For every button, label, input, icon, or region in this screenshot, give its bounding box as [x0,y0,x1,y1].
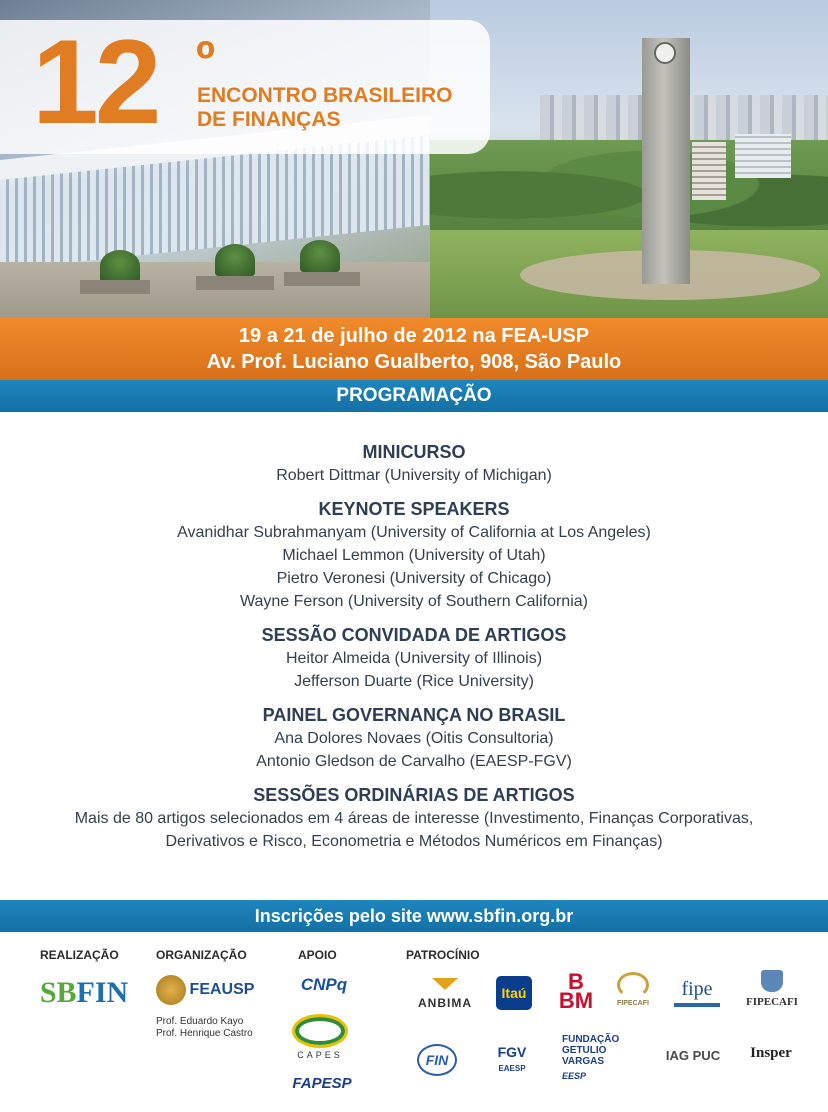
planter [196,276,274,290]
sbfin-logo [38,972,130,1014]
organizer-name: Prof. Henrique Castro [156,1028,253,1039]
itau-text: Itaú [501,985,527,1001]
planter [284,272,360,286]
plant-icon [300,240,340,272]
program-list [0,440,828,863]
section-line: Pietro Veronesi (University of Chicago) [276,570,552,587]
feausp-logo [150,972,260,1008]
iag-puc-text: IAG PUC [665,1047,721,1063]
anbima-mark-icon [432,978,458,990]
edition-ordinal: º [196,31,215,89]
fapesp-text: FAPESP [292,1074,352,1092]
building-icon [692,142,726,200]
event-address: Av. Prof. Luciano Gualberto, 908, São Paulo [206,351,622,373]
organizacao-label: ORGANIZAÇÃO [156,948,247,962]
plant-icon [100,250,140,282]
capes-text: CAPES [297,1050,343,1060]
section-line: Mais de 80 artigos selecionados em 4 áreas de interesse (Investimento, Finanças Corporativas, [74,810,754,827]
organizer-name: Prof. Eduardo Kayo [156,1016,244,1027]
edition-number: 12 [32,15,158,149]
bbm-logo [556,970,596,1012]
program-section-minicurso [0,440,828,487]
fipe-logo [672,972,722,1012]
globe-icon [617,972,649,998]
fapesp-logo [280,1072,364,1094]
insper-text: Insper [750,1044,792,1061]
fipe-bar [674,1003,720,1007]
fgv-foundation-text: FUNDAÇÃO GETULIO VARGAS [562,1033,620,1067]
program-section-ordinary [0,783,828,853]
bbm-text-bottom: BM [558,988,594,1013]
fin-mark-icon [417,1044,457,1076]
eesp-text: EESP [562,1070,587,1081]
sbfin-logo-fin: FIN [76,976,129,1009]
hero-banner [0,0,828,318]
section-line: Derivativos e Risco, Econometria e Métodos Numéricos em Finanças) [165,833,663,850]
plant-icon [215,244,255,276]
section-line: Heitor Almeida (University of Illinois) [285,650,543,667]
fipecafi-logo [612,966,654,1012]
fgv-text: FGV [497,1043,527,1060]
program-section-invited [0,623,828,693]
fipecafi-text: FIPECAFI [617,999,649,1007]
sbfin-logo-sb: SB [39,976,77,1009]
insper-logo [736,1038,806,1068]
fipecafi-crest-text: FIPECAFI [746,996,798,1008]
section-line: Ana Dolores Novaes (Oitis Consultoria) [274,730,554,747]
anbima-text: ANBIMA [418,996,472,1010]
capes-logo [288,1010,352,1064]
section-title: MINICURSO [362,442,466,462]
building-icon [735,134,791,178]
section-line: Jefferson Duarte (Rice University) [294,673,534,690]
section-title: SESSÕES ORDINÁRIAS DE ARTIGOS [253,785,575,805]
section-line: Robert Dittmar (University of Michigan) [276,467,552,484]
clock-tower [642,38,690,284]
event-date: 19 a 21 de julho de 2012 na FEA-USP [238,325,590,347]
section-title: KEYNOTE SPEAKERS [318,499,510,519]
event-info-band [0,318,828,380]
feausp-text: FEAUSP [189,981,255,998]
patrocinio-label: PATROCÍNIO [406,948,480,962]
fipecafi-crest-logo [744,966,800,1012]
program-section-panel [0,703,828,773]
program-heading: PROGRAMAÇÃO [0,380,828,412]
realizacao-label: REALIZAÇÃO [40,948,119,962]
section-line: Avanidhar Subrahmanyam (University of California at Los Angeles) [177,524,651,541]
fin-logo [414,1040,460,1080]
planter [80,280,150,294]
section-title: PAINEL GOVERNANÇA NO BRASIL [262,705,566,725]
bbm-text-top: B [568,969,584,994]
fgv-eaesp-text: EAESP [498,1063,526,1073]
fin-text: FIN [425,1052,449,1068]
apoio-label: APOIO [298,948,337,962]
fgv-eesp-logo [562,1033,646,1081]
seal-icon [156,975,186,1005]
itau-logo [496,976,532,1010]
section-line: Wayne Ferson (University of Southern California) [240,593,588,610]
cnpq-text: CNPq [300,975,348,994]
anbima-logo [412,976,478,1012]
section-line: Michael Lemmon (University of Utah) [282,547,546,564]
capes-ring-icon [292,1014,348,1048]
section-title: SESSÃO CONVIDADA DE ARTIGOS [261,625,567,645]
event-title-line1: ENCONTRO BRASILEIRO [197,84,453,107]
crest-icon [761,970,783,992]
program-section-keynotes [0,497,828,613]
iag-puc-logo [664,1038,722,1072]
event-title-line2: DE FINANÇAS [197,108,341,131]
section-line: Antonio Gledson de Carvalho (EAESP-FGV) [256,753,572,770]
fgv-logo [482,1038,542,1078]
fipe-text: fipe [681,977,713,1000]
registration-band: Inscrições pelo site www.sbfin.org.br [0,900,828,932]
cnpq-logo [288,970,360,1000]
clock-icon [654,42,676,64]
